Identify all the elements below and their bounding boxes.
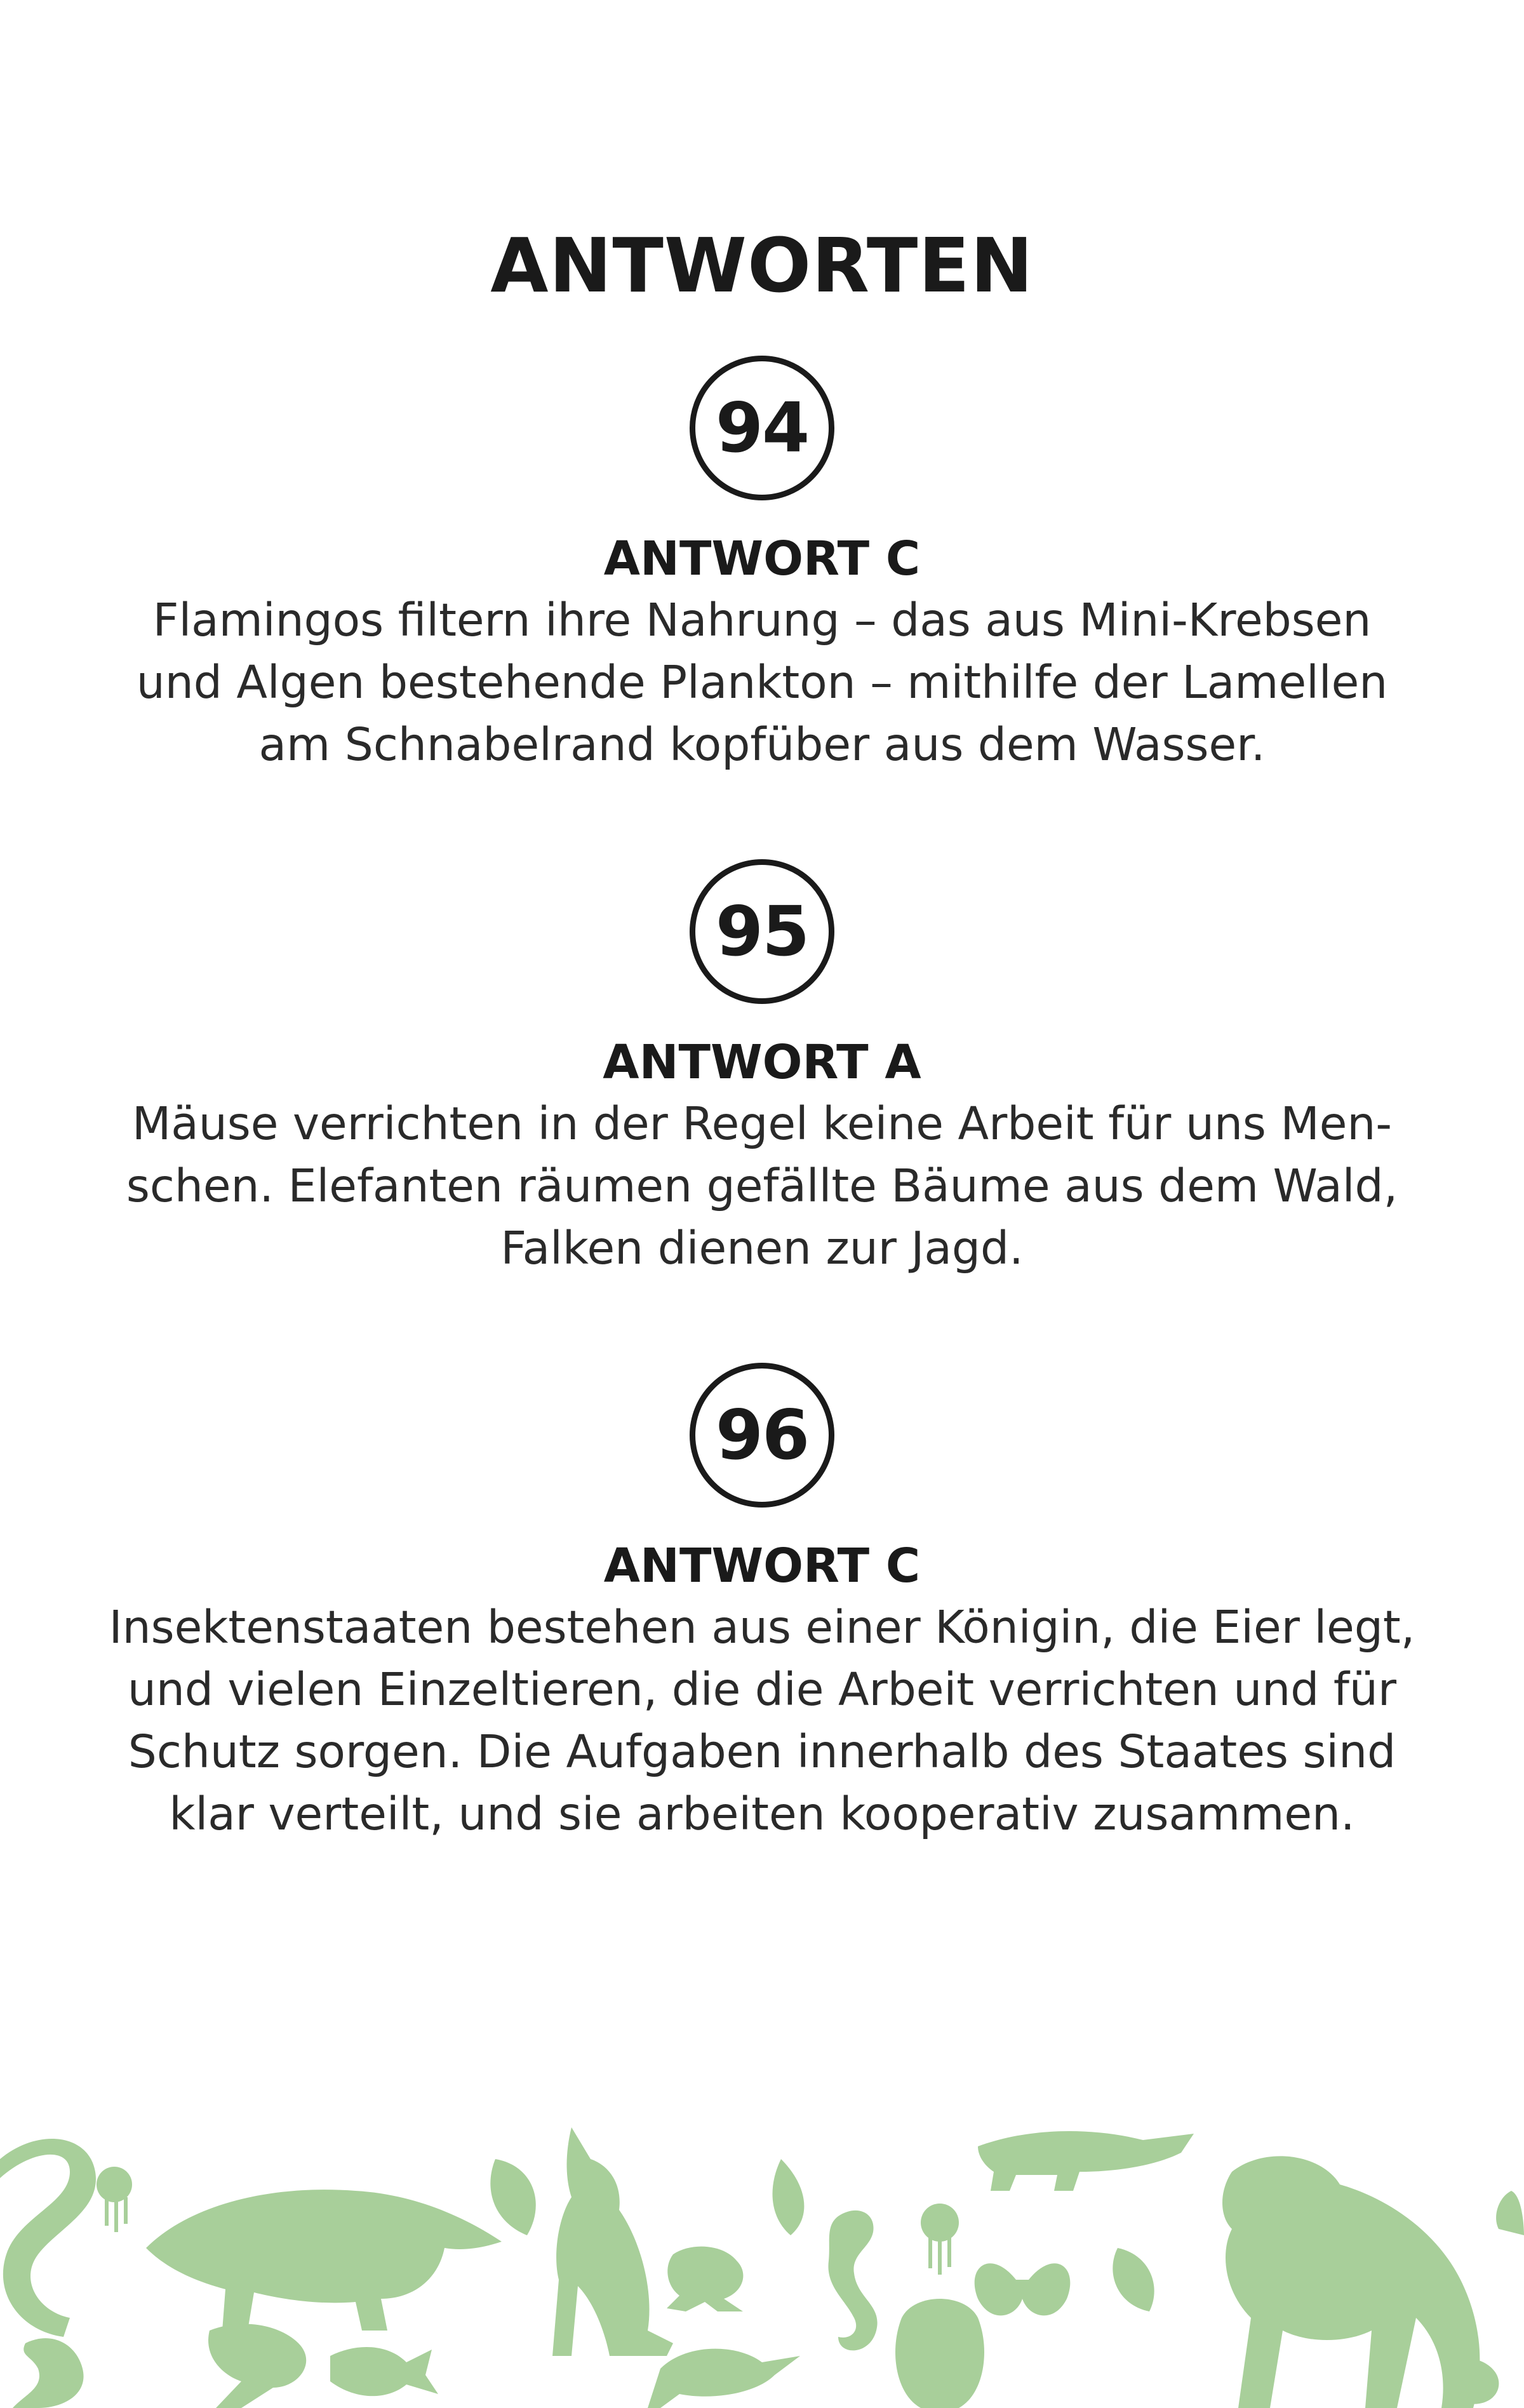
answer-text-line: am Schnabelrand kopfüber aus dem Wasser. bbox=[258, 718, 1266, 771]
answer-95 bbox=[0, 859, 1524, 1280]
answer-text-line: Insektenstaaten bestehen aus einer Königin, die Eier legt, bbox=[109, 1601, 1415, 1654]
answer-96 bbox=[0, 1363, 1524, 1845]
answer-label: ANTWORT A bbox=[603, 1035, 921, 1090]
answer-94 bbox=[0, 356, 1524, 776]
answer-number-badge: 94 bbox=[690, 356, 834, 500]
answer-text-line: und vielen Einzeltieren, die die Arbeit verrichten und für bbox=[127, 1663, 1397, 1716]
answer-text bbox=[0, 1093, 1524, 1280]
answer-text-line: und Algen bestehende Plankton – mithilfe der Lamellen bbox=[136, 656, 1388, 709]
answer-text-line: Schutz sorgen. Die Aufgaben innerhalb des Staates sind bbox=[128, 1725, 1396, 1778]
answer-text-line: Falken dienen zur Jagd. bbox=[500, 1222, 1024, 1274]
animal-silhouettes-icon bbox=[0, 2089, 1524, 2408]
answer-text-line: Mäuse verrichten in der Regel keine Arbeit für uns Men- bbox=[131, 1097, 1393, 1150]
page-title: ANTWORTEN bbox=[490, 222, 1034, 309]
answer-number-badge: 95 bbox=[690, 859, 834, 1004]
answer-label: ANTWORT C bbox=[603, 1539, 921, 1593]
answer-text-line: schen. Elefanten räumen gefällte Bäume aus dem Wald, bbox=[126, 1160, 1398, 1212]
answer-number-badge: 96 bbox=[690, 1363, 834, 1508]
answer-text bbox=[0, 1596, 1524, 1845]
answer-text-line: Flamingos filtern ihre Nahrung – das aus Mini-Krebsen bbox=[152, 594, 1372, 646]
answer-label: ANTWORT C bbox=[603, 532, 921, 586]
answer-text-line: klar verteilt, und sie arbeiten kooperativ zusammen. bbox=[169, 1788, 1355, 1840]
answer-text bbox=[0, 589, 1524, 776]
